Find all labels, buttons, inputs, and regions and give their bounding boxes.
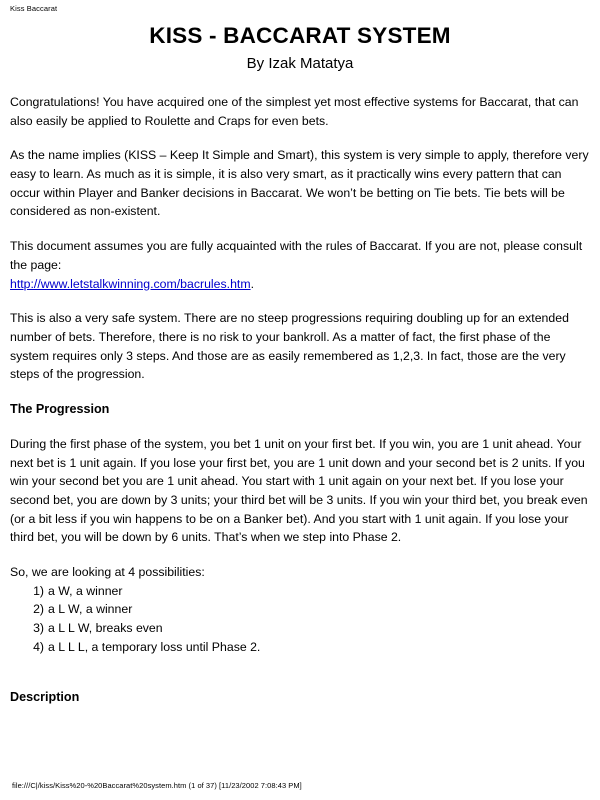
list-item-number: 2) bbox=[33, 602, 44, 617]
spacer bbox=[10, 221, 590, 237]
list-item-label: a W, a winner bbox=[48, 583, 123, 598]
paragraph-rules-link-line bbox=[10, 275, 590, 294]
browser-page-label: Kiss Baccarat bbox=[10, 4, 58, 13]
heading-the-progression: The Progression bbox=[10, 401, 110, 416]
spacer bbox=[10, 384, 590, 400]
list-item bbox=[33, 638, 590, 657]
spacer bbox=[10, 547, 590, 563]
list-item-number: 4) bbox=[33, 639, 44, 654]
link-trailing-period: . bbox=[250, 276, 254, 291]
list-item-number: 3) bbox=[33, 621, 44, 636]
paragraph-safety: This is also a very safe system. There are no steep progressions requiring doubling up for an extended number of bets. Therefore, there is no risk to your bankroll. As a matter of fact, the first phase of the system requires only 3 steps. And those are as easily remembered as 1,2,3. In fact, those are the very steps of the progression. bbox=[10, 311, 569, 382]
list-item bbox=[33, 582, 590, 601]
paragraph-rules-notice: This document assumes you are fully acquainted with the rules of Baccarat. If you are not, please consult the page: bbox=[10, 239, 583, 272]
paragraph-kiss-meaning: As the name implies (KISS – Keep It Simple and Smart), this system is very simple to apply, therefore very easy to learn. As much as it is simple, it is also very smart, as it practically wins every pattern that can occur within Player and Banker decisions in Baccarat. We won’t be betting on Tie bets. Tie bets will be considered as non-existent. bbox=[10, 148, 589, 219]
possibilities-list bbox=[10, 582, 590, 657]
paragraph-possibilities-intro: So, we are looking at 4 possibilities: bbox=[10, 564, 205, 579]
bacrules-link[interactable]: http://www.letstalkwinning.com/bacrules.htm bbox=[10, 276, 251, 291]
list-item-label: a L W, a winner bbox=[48, 602, 133, 617]
spacer bbox=[10, 130, 590, 146]
page-title: KISS - BACCARAT SYSTEM bbox=[149, 23, 451, 48]
spacer bbox=[10, 656, 590, 676]
page-subtitle: By Izak Matatya bbox=[246, 55, 354, 72]
spacer bbox=[10, 676, 590, 688]
spacer bbox=[10, 419, 590, 435]
list-item-number: 1) bbox=[33, 583, 44, 598]
paragraph-intro: Congratulations! You have acquired one of the simplest yet most effective systems for Baccarat, that can also easily be applied to Roulette and Craps for even bets. bbox=[10, 95, 579, 128]
spacer bbox=[10, 293, 590, 309]
status-bar: file:///C|/kiss/Kiss%20-%20Baccarat%20system.htm (1 of 37) [11/23/2002 7:08:43 PM] bbox=[12, 781, 302, 790]
spacer bbox=[10, 73, 590, 93]
list-item-label: a L L W, breaks even bbox=[48, 621, 163, 636]
document-content bbox=[10, 22, 590, 707]
paragraph-progression-detail: During the first phase of the system, you bet 1 unit on your first bet. If you win, you are 1 unit ahead. Your next bet is 1 unit again. If you lose your first bet, you are 1 unit down and your second bet is 2 units. If you win your second bet you are 1 unit ahead. You start with 1 unit again on your next bet. If you lose your second bet, you are down by 3 units; your third bet will be 3 units. If you win your third bet, you break even (or a bit less if you win happens to be on a Banker bet). And you start with 1 unit again. If you lose your third bet, you will be down by 6 units. That’s when we step into Phase 2. bbox=[10, 436, 588, 545]
list-item bbox=[33, 619, 590, 638]
list-item-label: a L L L, a temporary loss until Phase 2. bbox=[48, 639, 261, 654]
list-item bbox=[33, 600, 590, 619]
heading-description: Description bbox=[10, 690, 80, 705]
